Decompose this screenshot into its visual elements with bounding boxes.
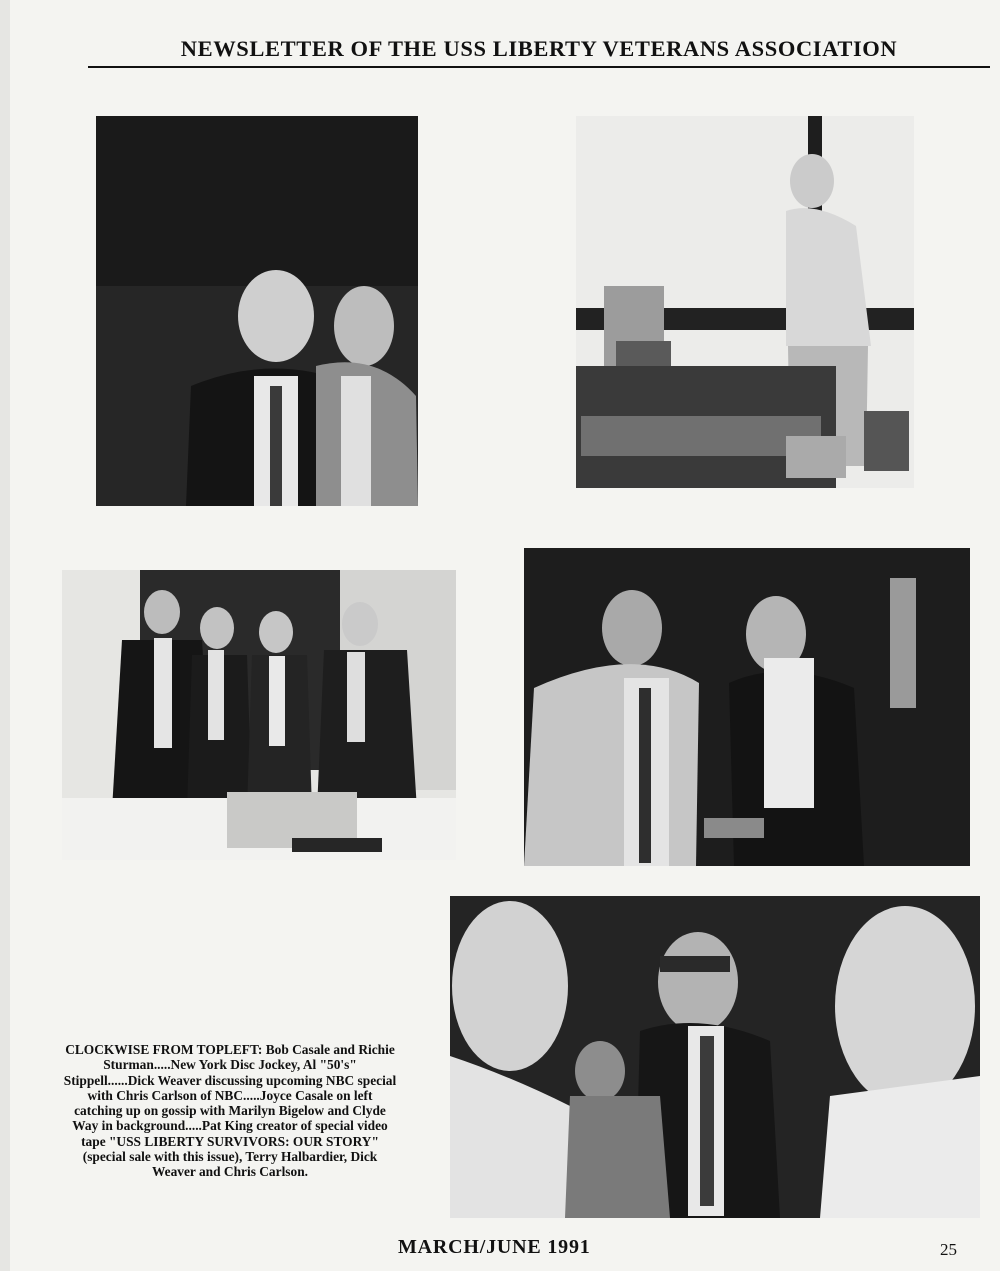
newsletter-title: NEWSLETTER OF THE USS LIBERTY VETERANS ASSOCIATION — [180, 36, 898, 61]
photo-king-group — [450, 896, 980, 1218]
page-edge — [0, 0, 10, 1271]
photo-joyce-casale — [524, 548, 970, 866]
issue-date: MARCH/JUNE 1991 — [398, 1236, 591, 1258]
photo-caption: CLOCKWISE FROM TOPLEFT: Bob Casale and Richie Sturman.....New York Disc Jockey, Al "50's" Stippell......Dick Weaver discussing upcoming NBC special with Chris Carlson of NBC.....Joyce Casale on left catching up on gossip with Marilyn Bigelow and Clyde Way in background.....Pat King creator of special video tape "USS LIBERTY SURVIVORS: OUR STORY" (special sale with this issue), Terry Halbardier, Dick Weaver and Chris Carlson. — [63, 1042, 397, 1180]
photo-weaver-carlson-group — [62, 570, 456, 860]
header-rule — [88, 66, 990, 68]
page-number: 25 — [940, 1240, 957, 1259]
photo-casale-sturman — [96, 116, 418, 506]
photo-stippell — [576, 116, 914, 488]
